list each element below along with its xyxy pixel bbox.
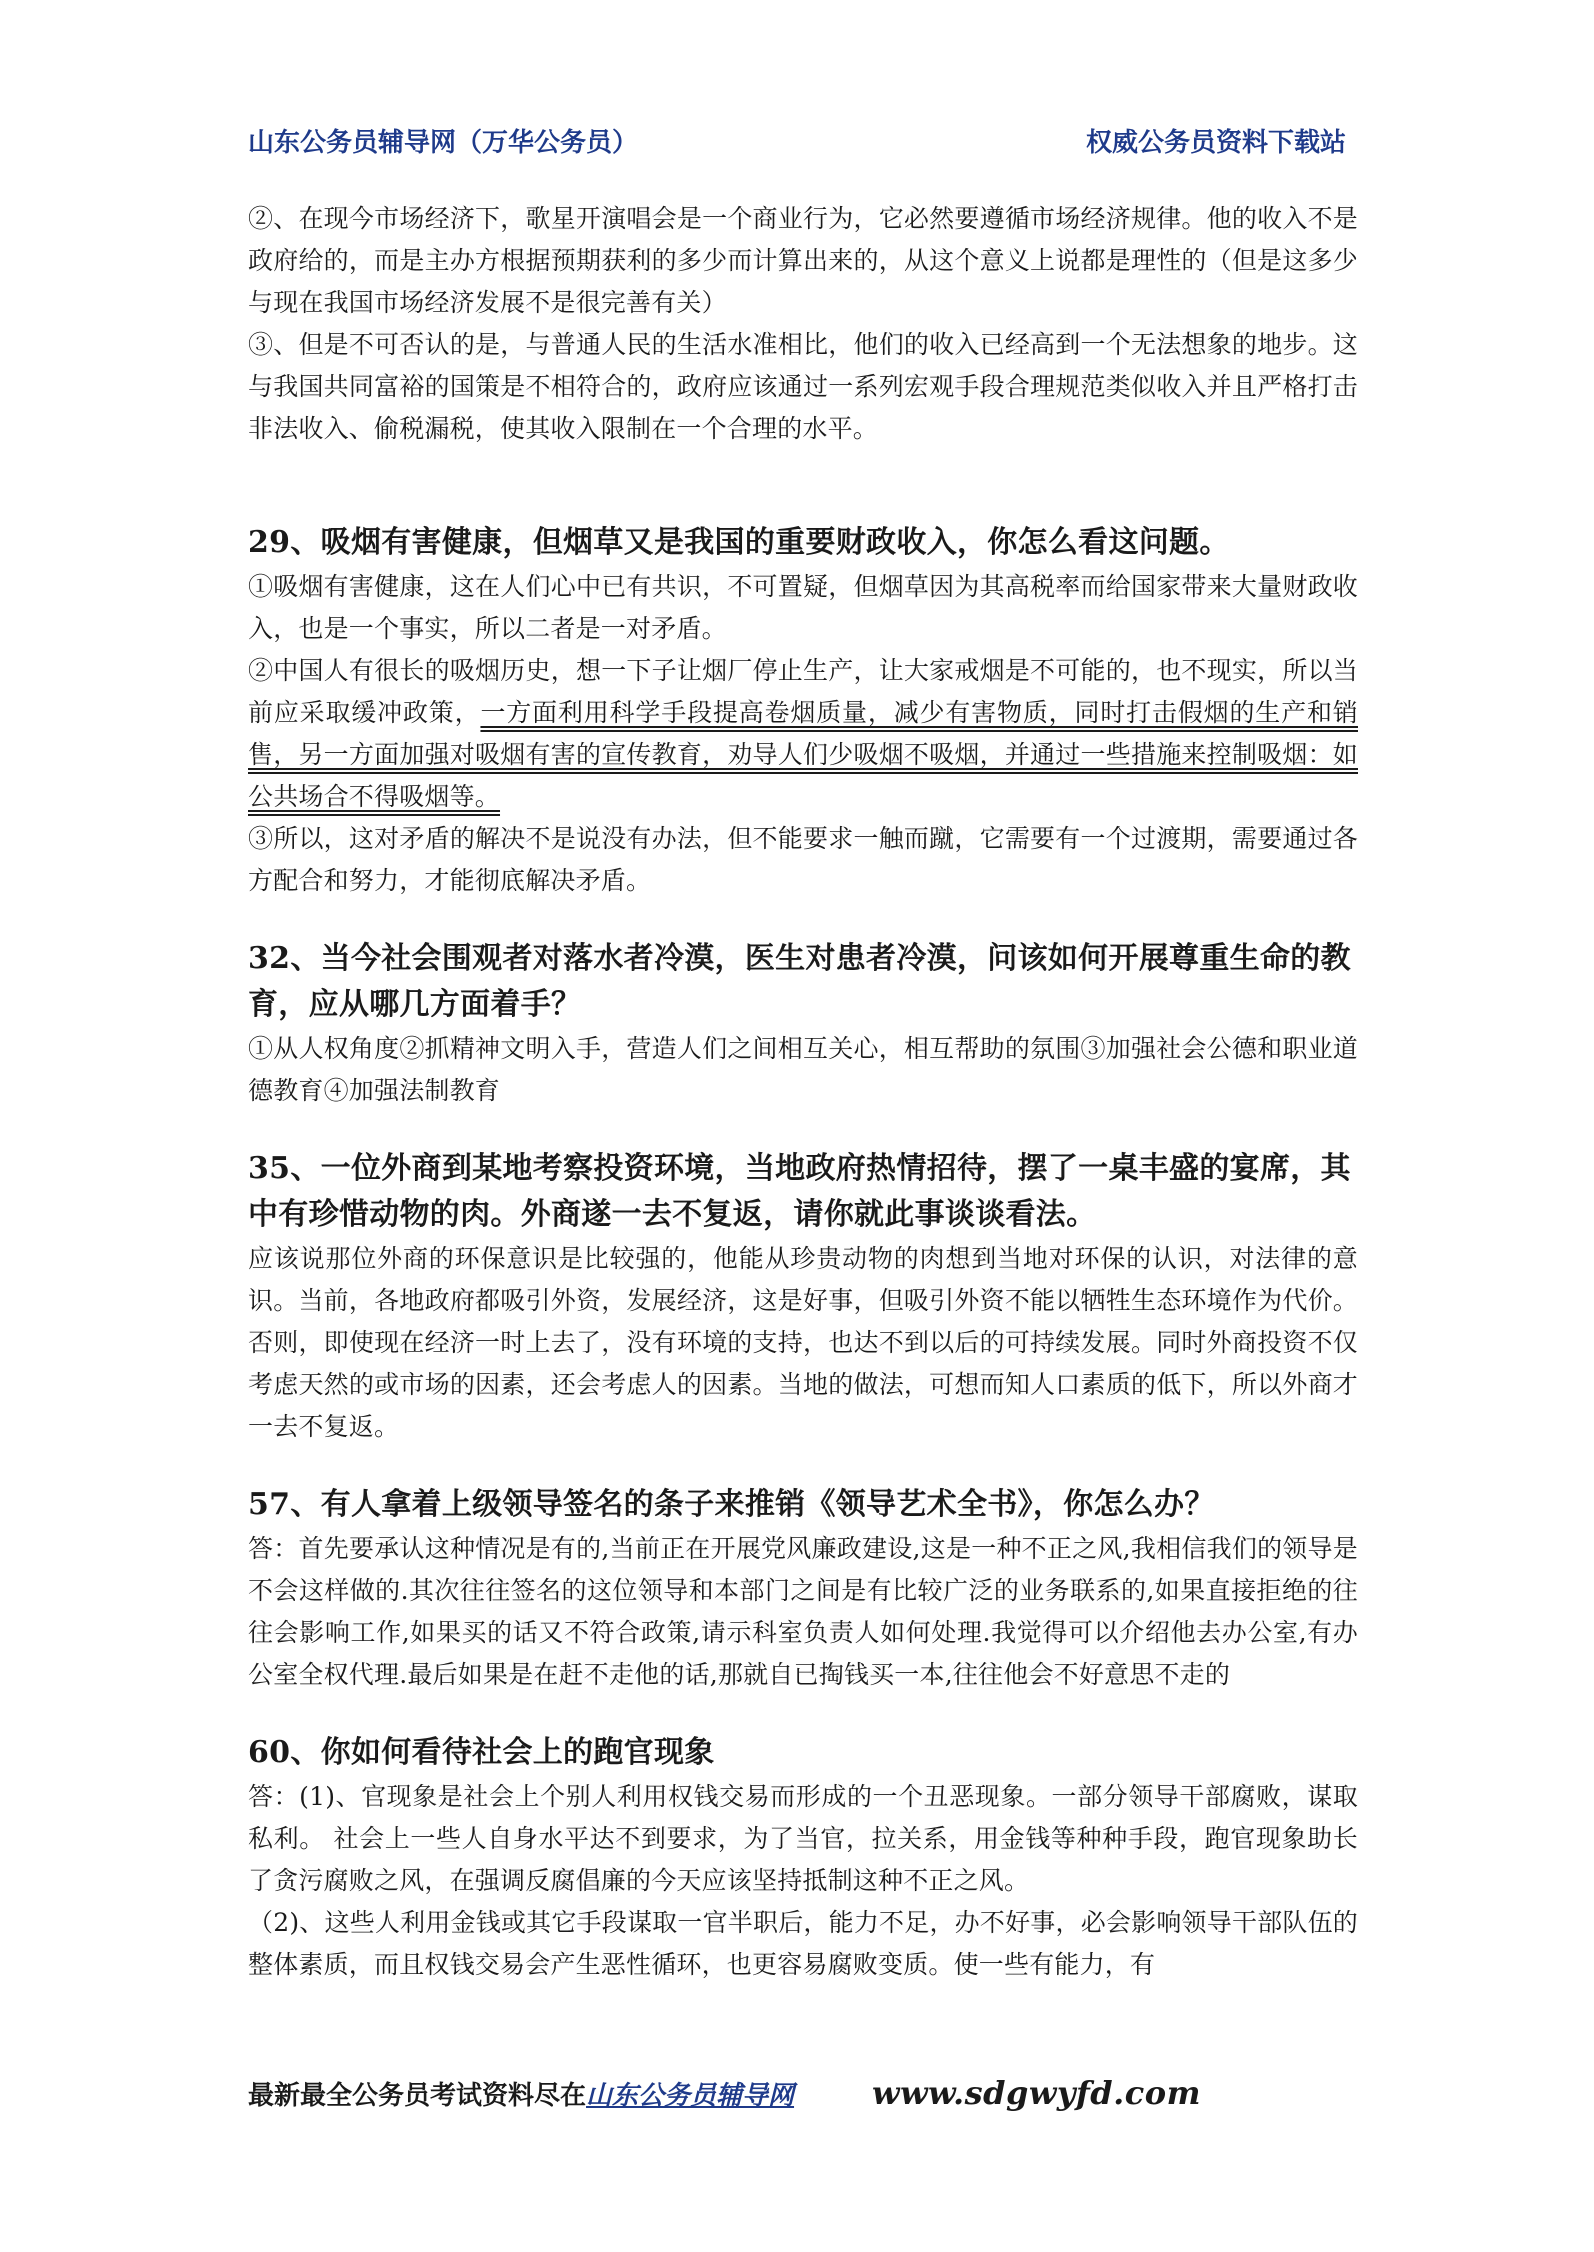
question-57	[248, 1482, 1358, 1696]
question-60-title: 60、你如何看待社会上的跑官现象	[248, 1735, 715, 1770]
page-header	[248, 118, 1346, 162]
footer-url: www.sdgwyfd.com	[872, 2074, 1201, 2112]
question-57-title: 57、有人拿着上级领导签名的条子来推销《领导艺术全书》，你怎么办？	[248, 1487, 1215, 1522]
question-35-answer-1: 应该说那位外商的环保意识是比较强的，他能从珍贵动物的肉想到当地对环保的认识，对法律的意识。当前，各地政府都吸引外资，发展经济，这是好事，但吸引外资不能以牺牲生态环境作为代价。否则，即使现在经济一时上去了，没有环境的支持，也达不到以后的可持续发展。同时外商投资不仅考虑天然的或市场的因素，还会考虑人的因素。当地的做法，可想而知人口素质的低下，所以外商才一去不复返。	[248, 1244, 1358, 1441]
question-57-answer-1: 答：首先要承认这种情况是有的,当前正在开展党风廉政建设,这是一种不正之风,我相信我们的领导是不会这样做的.其次往往签名的这位领导和本部门之间是有比较广泛的业务联系的,如果直接拒绝的往往会影响工作,如果买的话又不符合政策,请示科室负责人如何处理.我觉得可以介绍他去办公室,有办公室全权代理.最后如果是在赶不走他的话,那就自已掏钱买一本,往往他会不好意思不走的	[248, 1534, 1358, 1689]
question-32-answer-1: ①从人权角度②抓精神文明入手，营造人们之间相互关心，相互帮助的氛围③加强社会公德和职业道德教育④加强法制教育	[248, 1034, 1358, 1105]
question-29-answer-1: ①吸烟有害健康，这在人们心中已有共识，不可置疑，但烟草因为其高税率而给国家带来大量财政收入，也是一个事实，所以二者是一对矛盾。	[248, 572, 1358, 643]
question-35-title: 35、一位外商到某地考察投资环境，当地政府热情招待，摆了一桌丰盛的宴席，其中有珍惜动物的肉。外商遂一去不复返，请你就此事谈谈看法。	[248, 1151, 1351, 1232]
page-content	[248, 198, 1358, 1986]
question-60-answer-2: （2)、这些人利用金钱或其它手段谋取一官半职后，能力不足，办不好事，必会影响领导干部队伍的整体素质，而且权钱交易会产生恶性循环，也更容易腐败变质。使一些有能力，有	[248, 1908, 1358, 1979]
footer-site-link[interactable]: 山东公务员辅导网	[586, 2081, 795, 2111]
question-29	[248, 520, 1358, 902]
intro-paragraph-3: ③、但是不可否认的是，与普通人民的生活水准相比，他们的收入已经高到一个无法想象的地步。这与我国共同富裕的国策是不相符合的，政府应该通过一系列宏观手段合理规范类似收入并且严格打击非法收入、偷税漏税，使其收入限制在一个合理的水平。	[248, 330, 1358, 443]
footer-text: 最新最全公务员考试资料尽在	[248, 2081, 587, 2111]
header-site-name: 山东公务员辅导网（万华公务员）	[248, 127, 639, 158]
question-29-answer-2	[248, 650, 1358, 818]
question-32-title: 32、当今社会围观者对落水者冷漠，医生对患者冷漠，问该如何开展尊重生命的教育，应从哪几方面着手？	[248, 941, 1351, 1022]
intro-paragraph-2: ②、在现今市场经济下，歌星开演唱会是一个商业行为，它必然要遵循市场经济规律。他的收入不是政府给的，而是主办方根据预期获利的多少而计算出来的，从这个意义上说都是理性的（但是这多少与现在我国市场经济发展不是很完善有关）	[248, 204, 1358, 317]
question-32	[248, 936, 1358, 1112]
question-29-answer-2-text: ②中国人有很长的吸烟历史，想一下子让烟厂停止生产，让大家戒烟是不可能的，也不现实，所以当前应采取缓冲政策，	[248, 656, 1358, 727]
question-60	[248, 1730, 1358, 1986]
question-60-answer-1: 答：(1)、官现象是社会上个别人利用权钱交易而形成的一个丑恶现象。一部分领导干部腐败，谋取私利。 社会上一些人自身水平达不到要求，为了当官，拉关系，用金钱等种种手段，跑官现象助长了贪污腐败之风，在强调反腐倡廉的今天应该坚持抵制这种不正之风。	[248, 1782, 1358, 1895]
question-29-title: 29、吸烟有害健康，但烟草又是我国的重要财政收入，你怎么看这问题。	[248, 525, 1230, 560]
header-tagline: 权威公务员资料下载站	[1085, 127, 1346, 158]
page-footer	[248, 2074, 1348, 2124]
question-29-answer-3: ③所以，这对矛盾的解决不是说没有办法，但不能要求一触而蹴，它需要有一个过渡期，需要通过各方配合和努力，才能彻底解决矛盾。	[248, 824, 1358, 895]
question-35	[248, 1146, 1358, 1448]
question-29-answer-2-underlined: 一方面利用科学手段提高卷烟质量，减少有害物质，同时打击假烟的生产和销售，另一方面加强对吸烟有害的宣传教育，劝导人们少吸烟不吸烟，并通过一些措施来控制吸烟：如公共场合不得吸烟等。	[248, 698, 1358, 811]
